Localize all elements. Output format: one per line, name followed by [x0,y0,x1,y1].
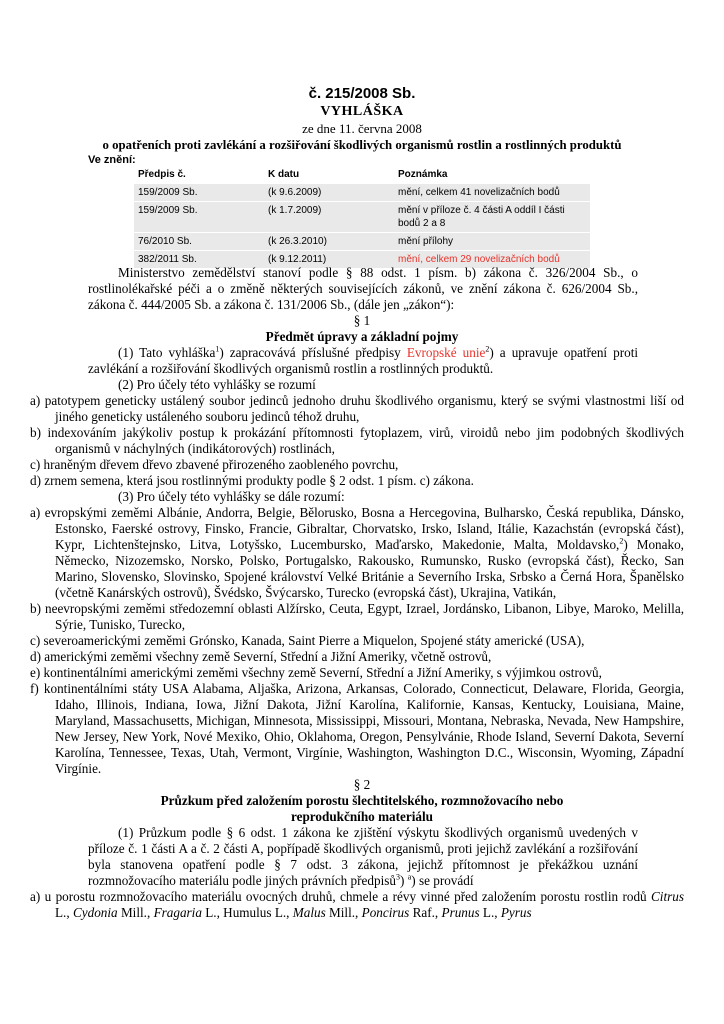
table-cell: 76/2010 Sb. [134,233,264,250]
section-mark: § 2 [353,777,371,792]
countries-list [30,505,684,777]
list-item: a) evropskými zeměmi Albánie, Andorra, Belgie, Bělorusko, Bosna a Hercegovina, Bulharsko, Česká republika, Dánsko, Estonsko, Faerské ostrovy, Finsko, Francie, Gibraltar, Chorvatsko, Irsko, Island, Itálie, Kazachstán (evropská část), Kypr, Lichtenštejnsko, Litva, Lotyšsko, Lucembursko, Maďarsko, Makedonie, Malta, Moldavsko,$^2$) Monako, Německo, Nizozemsko, Norsko, Polsko, Portugalsko, Rakousko, Rumunsko, Rusko (evropská část), Řecko, San Marino, Slovensko, Slovinsko, Spojené království Velké Británie a Severního Irska, Srbsko a Černá Hora, Španělsko (včetně Kanárských ostrovů), Švédsko, Švýcarsko, Turecko (evropská část), Ukrajina, Vatikán, [30,505,684,600]
amendments-label: Ve znění: [88,154,136,166]
table-cell: (k 1.7.2009) [264,202,394,232]
table-cell: 382/2011 Sb. [134,251,264,268]
list-item: b) indexováním jakýkoliv postup k prokázání přítomnosti fytoplazem, virů, viroidů nebo jim podobných škodlivých organismů v náchylných (indikátorových) rostlinách, [30,425,684,456]
table-cell: (k 26.3.2010) [264,233,394,250]
list-item: b) neevropskými zeměmi středozemní oblasti Alžírsko, Ceuta, Egypt, Izrael, Jordánsko, Libanon, Libye, Maroko, Melilla, Sýrie, Tunisko, Turecko, [30,601,684,632]
list-item: a) patotypem geneticky ustálený soubor jedinců jednoho druhu škodlivého organismu, který se svými vlastnostmi liší od jiného geneticky ustáleného souboru jedinců téhož druhu, [30,393,684,424]
table-row [134,184,590,201]
paragraph-3: (3) Pro účely této vyhlášky se dále rozumí: [118,489,345,504]
list-item: d) zrnem semena, která jsou rostlinnými produkty podle § 2 odst. 1 písm. c) zákona. [30,473,474,488]
section-mark: § 1 [353,313,371,328]
section-heading: Předmět úpravy a základní pojmy [265,329,459,344]
table-cell: (k 9.12.2011) [264,251,394,268]
table-row [134,202,590,232]
paragraph-2: (2) Pro účely této vyhlášky se rozumí [118,377,316,392]
list-item: a) u porostu rozmnožovacího materiálu ovocných druhů, chmele a révy vinné před založením porostu rostlin rodů Citrus L., Cydonia Mill., Fragaria L., Humulus L., Malus Mill., Poncirus Raf., Prunus L., Pyrus [30,889,684,920]
list-item: e) kontinentálními americkými zeměmi všechny země Severní, Střední a Jižní Ameriky, s výjimkou ostrovů, [30,665,602,680]
list-item: c) severoamerickými zeměmi Grónsko, Kanada, Saint Pierre a Miquelon, Spojené státy americké (USA), [30,633,585,648]
list-item: f) kontinentálními státy USA Alabama, Aljaška, Arizona, Arkansas, Colorado, Connecticut, Delaware, Florida, Georgia, Idaho, Illinois, Indiana, Iowa, Jižní Dakota, Jižní Karolína, Kalifornie, Kansas, Kentucky, Louisiana, Maine, Maryland, Massachusetts, Michigan, Minnesota, Mississippi, Missouri, Montana, Nebraska, Nevada, New Hampshire, New Jersey, New York, Nové Mexiko, Ohio, Oklahoma, Oregon, Pensylvánie, Rhode Island, Severní Dakota, Severní Karolína, Tennessee, Texas, Utah, Vermont, Virgínie, Washington, Washington D.C., Wisconsin, Wyoming, Západní Virgínie. [30,681,684,776]
table-cell: (k 9.6.2009) [264,184,394,201]
table-cell: 159/2009 Sb. [134,202,264,232]
intro-paragraph: Ministerstvo zemědělství stanoví podle § 88 odst. 1 písm. b) zákona č. 326/2004 Sb., o rostlinolékařské péči a o změně některých souvisejících zákonů, ve znění zákona č. 626/2004 Sb., zákona č. 444/2005 Sb. a zákona č. 131/2006 Sb., (dále jen „zákon“): [88,265,638,312]
definitions-list [30,393,684,489]
regulation-type: VYHLÁŠKA [320,104,404,119]
table-cell: mění přílohy [394,233,590,250]
regulation-number: č. 215/2008 Sb. [308,85,416,102]
list-item: d) americkými zeměmi všechny země Severní, Střední a Jižní Ameriky, včetně ostrovů, [30,649,492,664]
column-header: Poznámka [394,166,590,183]
paragraph-1: (1) Tato vyhláška$^1$) zapracovává příslušné předpisy Evropské unie$^2$) a upravuje opatření proti zavlékání a rozšiřování škodlivých organismů rostlin a rostlinných produktů. [88,344,639,376]
table-cell: mění, celkem 41 novelizačních bodů [394,184,590,201]
column-header: Předpis č. [134,166,264,183]
regulation-date: ze dne 11. června 2008 [302,121,422,136]
regulation-title: o opatřeních proti zavlékání a rozšiřování škodlivých organismů rostlin a rostlinných produktů [102,138,622,152]
s2-paragraph-1: (1) Průzkum podle § 6 odst. 1 zákona ke zjištění výskytu škodlivých organismů uvedených v příloze č. 1 části A a č. 2 části A, popřípadě škodlivých organismů, proti jejichž zavlékání a rozšiřování byla stanovena opatření podle § 7 odst. 3 zákona, jejichž přítomnost je překážkou uznání rozmnožovacího materiálu podle jiných právních předpisů$^3$) $^a$) se provádí [88,825,638,888]
eu-link[interactable]: Evropské unie [406,345,486,360]
amendments-table [134,165,590,269]
amendments-header-row [134,166,590,183]
table-row [134,233,590,250]
table-cell: mění v příloze č. 4 části A oddíl I části bodů 2 a 8 [394,202,590,232]
s2-list [30,889,684,921]
column-header: K datu [264,166,394,183]
section-heading: Průzkum před založením porostu šlechtitelského, rozmnožovacího nebo reprodukčního materiálu [160,793,564,824]
table-cell-link[interactable]: mění, celkem 29 novelizačních bodů [394,251,590,268]
table-cell: 159/2009 Sb. [134,184,264,201]
list-item: c) hraněným dřevem dřevo zbavené přirozeného zaobleného povrchu, [30,457,399,472]
